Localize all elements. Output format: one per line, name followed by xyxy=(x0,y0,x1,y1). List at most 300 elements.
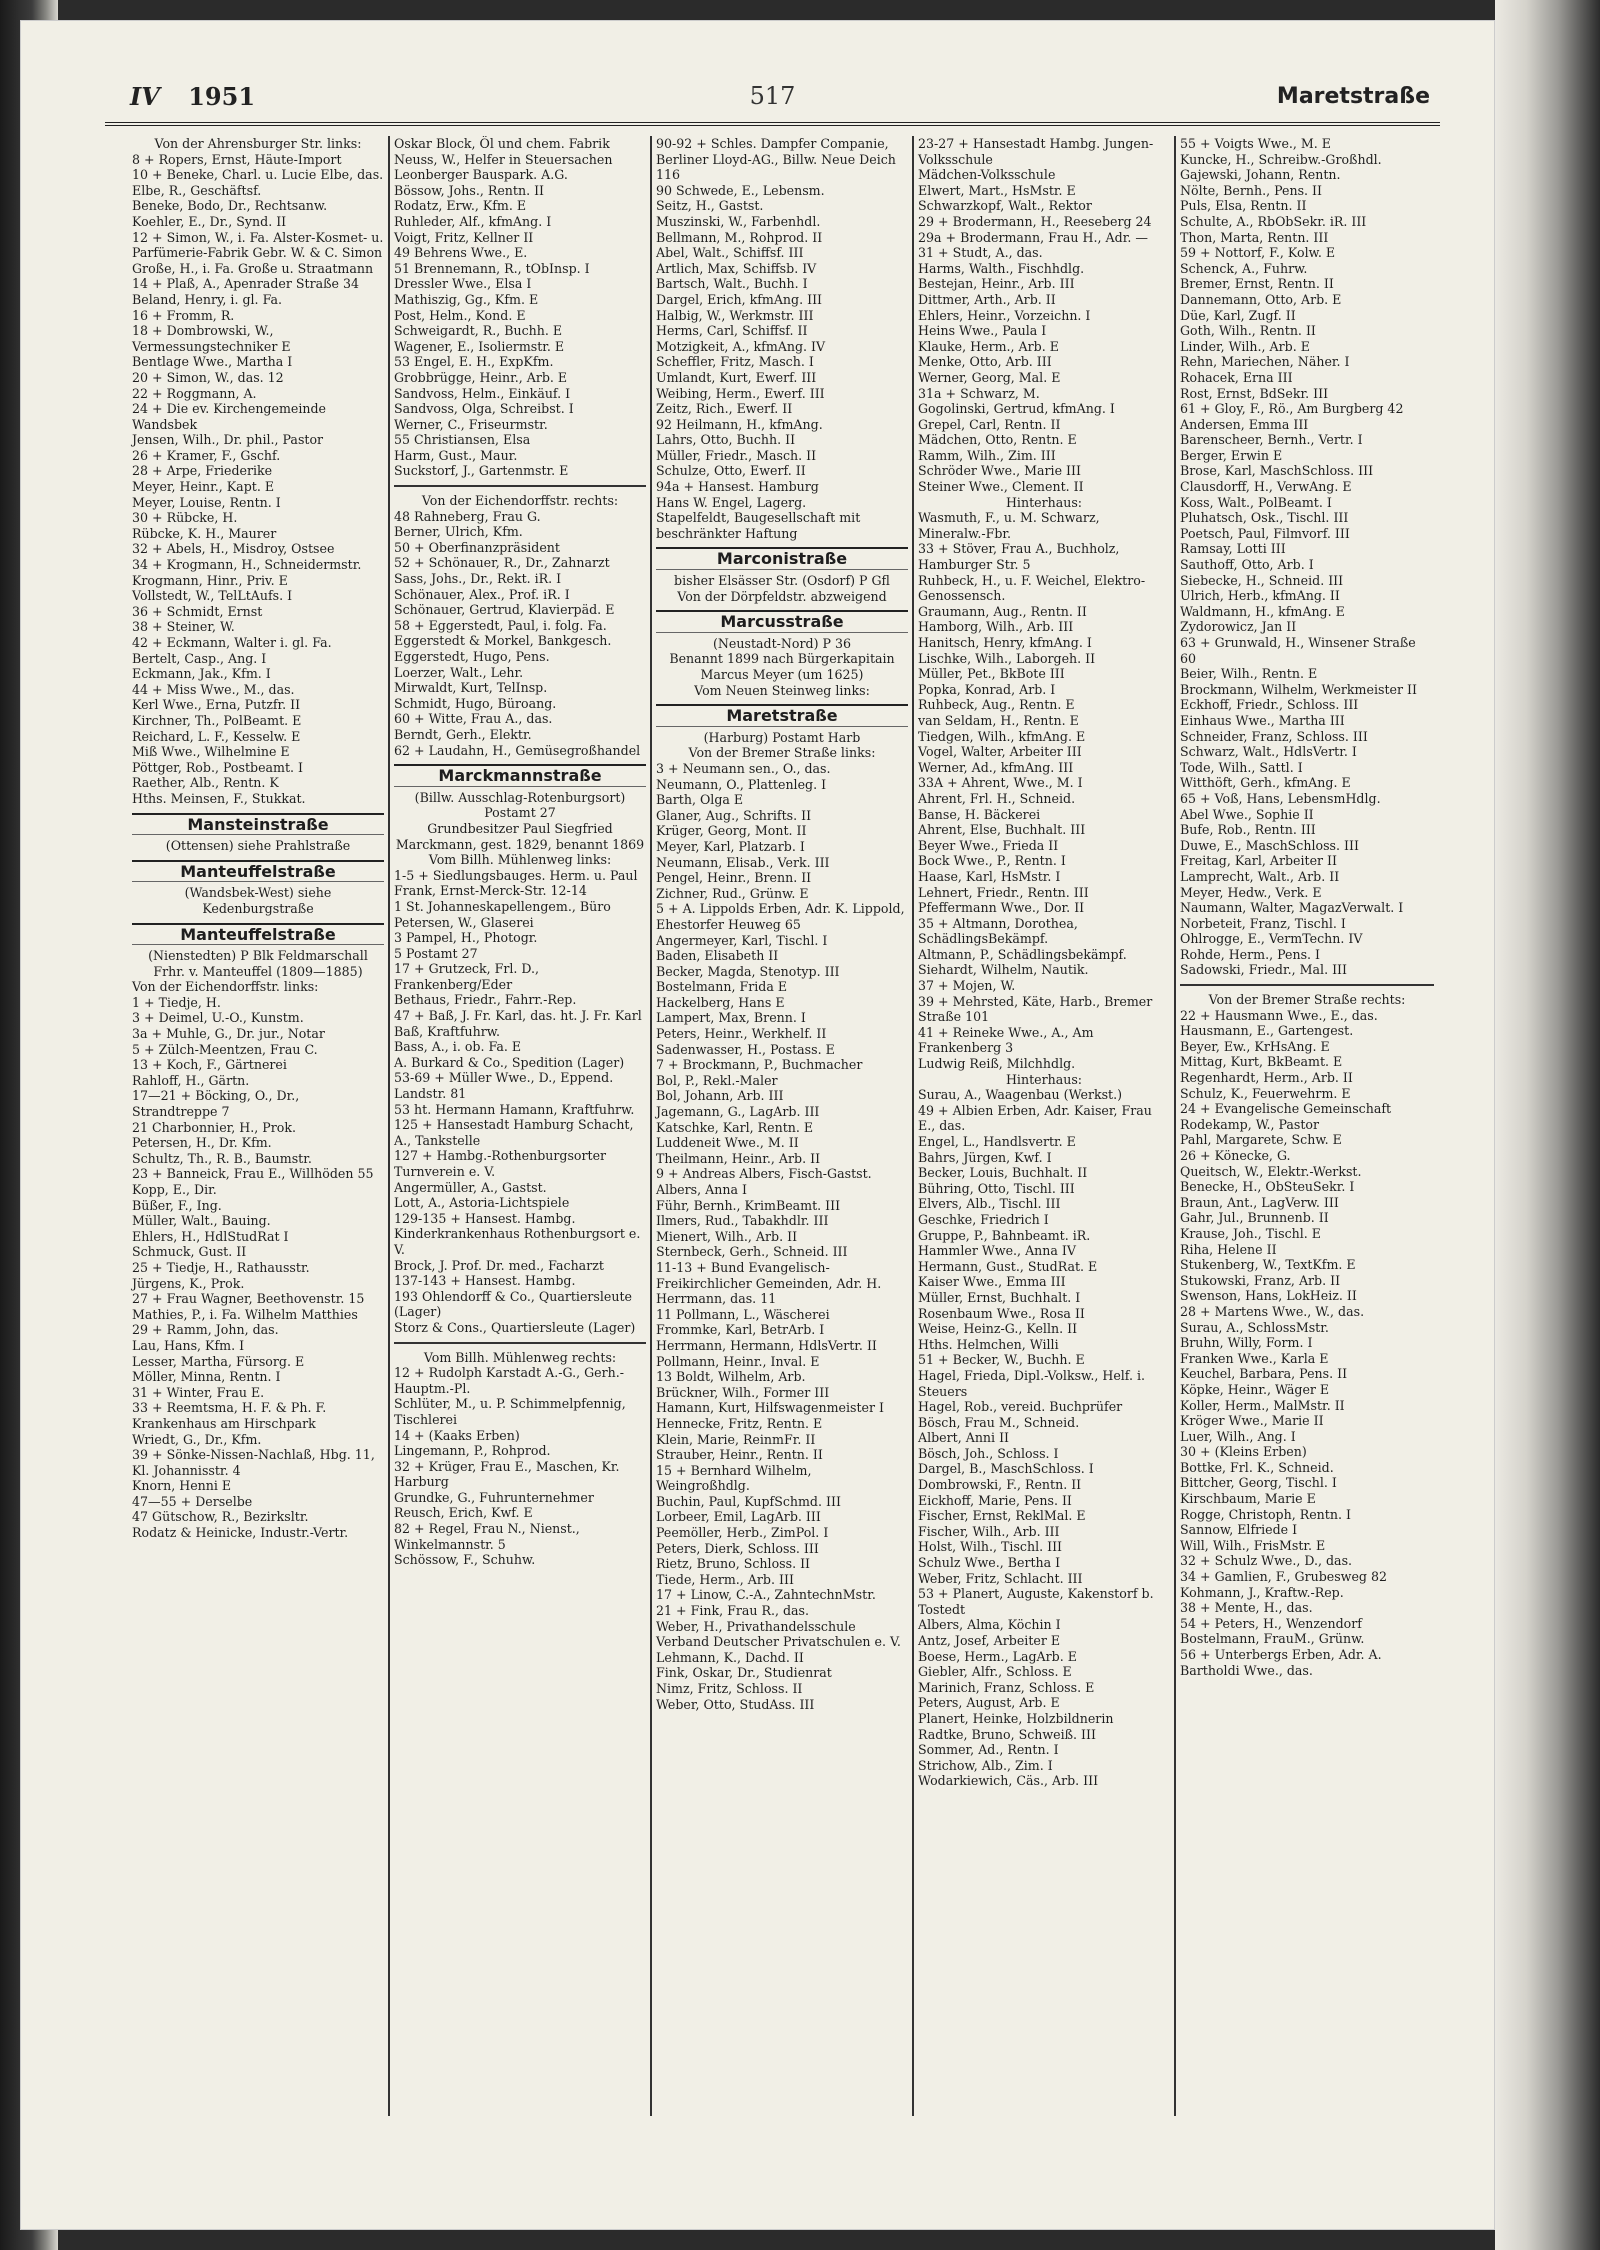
section-note: Vom Billh. Mühlenweg rechts: xyxy=(423,1349,617,1365)
directory-entry: Naumann, Walter, MagazVerwalt. I xyxy=(1180,900,1404,916)
directory-entry: 129-135 + Hansest. Hambg. Kinderkrankenhaus Rothenburgsort e. V. xyxy=(394,1210,641,1257)
section-note: Marcus Meyer (um 1625) xyxy=(700,667,864,682)
directory-entry: 61 + Gloy, F., Rö., Am Burgberg 42 xyxy=(1180,401,1404,417)
section-note: Grundbesitzer Paul Siegfried Marckmann, gest. 1829, benannt 1869 xyxy=(395,820,645,852)
directory-entry: 24 + Die ev. Kirchengemeinde Wandsbek xyxy=(132,401,326,432)
directory-entry: Keuchel, Barbara, Pens. II xyxy=(1180,1366,1348,1382)
directory-entry: 54 + Peters, H., Wenzendorf xyxy=(1180,1615,1362,1631)
directory-entry: 49 Behrens Wwe., E. xyxy=(394,245,528,261)
directory-entry: Petersen, W., Glaserei xyxy=(394,914,534,930)
directory-entry: Peemöller, Herb., ZimPol. I xyxy=(656,1525,829,1541)
directory-entry: Waldmann, H., kfmAng. E xyxy=(1180,603,1345,619)
directory-entry: Köpke, Heinr., Wäger E xyxy=(1180,1381,1330,1397)
directory-entry: Sternbeck, Gerh., Schneid. III xyxy=(656,1244,848,1260)
directory-entry: Bartsch, Walt., Buchh. I xyxy=(656,276,808,292)
directory-entry: Koller, Herm., MalMstr. II xyxy=(1180,1397,1345,1413)
section-note: (Ottensen) siehe Prahlstraße xyxy=(165,838,351,854)
directory-entry: Von der Eichendorffstr. links: xyxy=(132,979,319,995)
section-note: Von der Bremer Straße rechts: xyxy=(1208,992,1406,1008)
section-note: Benannt 1899 nach Bürgerkapitain xyxy=(669,651,895,667)
directory-entry: Mittag, Kurt, BkBeamt. E xyxy=(1180,1054,1343,1070)
directory-entry: Ruhleder, Alf., kfmAng. I xyxy=(394,213,552,229)
directory-entry: Bethaus, Friedr., Fahrr.-Rep. xyxy=(394,992,577,1008)
directory-entry: Weise, Heinz-G., Kelln. II xyxy=(918,1321,1078,1337)
directory-entry: Sadenwasser, H., Postass. E xyxy=(656,1041,835,1057)
directory-entry: Ilmers, Rud., Tabakhdlr. III xyxy=(656,1213,829,1229)
directory-entry: Ruhbeck, Aug., Rentn. E xyxy=(918,697,1075,713)
directory-entry: 37 + Mojen, W. xyxy=(918,978,1016,994)
directory-entry: 47—55 + Derselbe xyxy=(132,1493,253,1509)
directory-entry: Pfeffermann Wwe., Dor. II xyxy=(918,900,1085,916)
directory-entry: Angermeyer, Karl, Tischl. I xyxy=(656,932,828,948)
directory-entry: 193 Ohlendorff & Co., Quartiersleute (Lager) xyxy=(394,1288,632,1320)
directory-entry: 10 + Beneke, Charl. u. Lucie Elbe, das. xyxy=(132,167,384,183)
directory-entry: Bock Wwe., P., Rentn. I xyxy=(918,853,1066,869)
street-heading: Manteuffelstraße xyxy=(132,860,384,883)
directory-entry: Hths. Meinsen, F., Stukkat. xyxy=(132,790,306,806)
street-heading: Marcusstraße xyxy=(656,610,908,633)
directory-entry: Schlüter, M., u. P. Schimmelpfennig, Tischlerei xyxy=(394,1396,626,1427)
directory-entry: Eickhoff, Marie, Pens. II xyxy=(918,1492,1072,1508)
directory-entry: Kerl Wwe., Erna, Putzfr. II xyxy=(132,697,301,713)
directory-entry: Tode, Wilh., Sattl. I xyxy=(1180,759,1303,775)
column-1 xyxy=(128,136,390,2116)
directory-entry: Ramsay, Lotti III xyxy=(1180,541,1286,557)
directory-entry: 51 Brennemann, R., tObInsp. I xyxy=(394,260,590,276)
directory-entry: A. Burkard & Co., Spedition (Lager) xyxy=(394,1054,625,1070)
directory-entry: 5 Postamt 27 xyxy=(394,945,478,961)
section-note: Von der Eichendorffstr. rechts: xyxy=(421,493,619,509)
directory-entry: Rohde, Herm., Pens. I xyxy=(1180,946,1321,962)
section-note: (Wandsbek-West) siehe Kedenburgstraße xyxy=(184,885,332,916)
directory-entry: Beyer Wwe., Frieda II xyxy=(918,837,1059,853)
directory-entry: Schmuck, Gust. II xyxy=(132,1244,247,1260)
directory-entry: Becker, Louis, Buchhalt. II xyxy=(918,1165,1088,1181)
directory-entry: Elvers, Alb., Tischl. III xyxy=(918,1196,1061,1212)
directory-entry: Beyer, Ew., KrHsAng. E xyxy=(1180,1038,1330,1054)
directory-entry: Sandvoss, Olga, Schreibst. I xyxy=(394,401,574,417)
page-header xyxy=(105,82,1440,126)
directory-entry: Schönauer, Gertrud, Klavierpäd. E xyxy=(394,602,615,618)
directory-entry: Rehn, Mariechen, Näher. I xyxy=(1180,354,1350,370)
directory-entry: Loerzer, Walt., Lehr. xyxy=(394,664,524,680)
directory-entry: Frommke, Karl, BetrArb. I xyxy=(656,1322,825,1338)
directory-entry: Holst, Wilh., Tischl. III xyxy=(918,1539,1063,1555)
directory-entry: Fischer, Ernst, ReklMal. E xyxy=(918,1508,1086,1524)
directory-entry: 49 + Albien Erben, Adr. Kaiser, Frau E., das. xyxy=(918,1102,1152,1134)
directory-entry: Altmann, P., Schädlingsbekämpf. xyxy=(918,946,1127,962)
section-note: Hinterhaus: xyxy=(1005,494,1083,510)
directory-entry: 1 St. Johanneskapellengem., Büro xyxy=(394,898,611,914)
street-heading: Mansteinstraße xyxy=(132,813,384,836)
directory-entry: Schönauer, Alex., Prof. iR. I xyxy=(394,586,570,602)
directory-entry: Bittcher, Georg, Tischl. I xyxy=(1180,1475,1337,1491)
directory-entry: 65 + Voß, Hans, LebensmHdlg. xyxy=(1180,790,1381,806)
directory-entry: Hennecke, Fritz, Rentn. E xyxy=(656,1415,823,1431)
street-heading: Manteuffelstraße xyxy=(132,923,384,946)
directory-entry: Vollstedt, W., TelLtAufs. I xyxy=(132,588,293,604)
directory-entry: Benecke, H., ObSteuSekr. I xyxy=(1180,1179,1355,1195)
directory-entry: Werner, Georg, Mal. E xyxy=(918,369,1061,385)
directory-entry: Grobbrügge, Heinr., Arb. E xyxy=(394,369,568,385)
directory-entry: Mathies, P., i. Fa. Wilhelm Matthies xyxy=(132,1306,358,1322)
directory-entry: Rost, Ernst, BdSekr. III xyxy=(1180,385,1329,401)
directory-entry: 31 + Studt, A., das. xyxy=(918,245,1043,261)
directory-entry: Muszinski, W., Farbenhdl. xyxy=(656,213,821,229)
directory-entry: Lamprecht, Walt., Arb. II xyxy=(1180,868,1340,884)
directory-entry: Strichow, Alb., Zim. I xyxy=(918,1757,1053,1773)
directory-entry: 47 + Baß, J. Fr. Karl, das. ht. J. Fr. Karl Baß, Kraftfuhrw. xyxy=(394,1008,642,1039)
directory-entry: Siebecke, H., Schneid. III xyxy=(1180,572,1344,588)
directory-entry: Lischke, Wilh., Laborgeh. II xyxy=(918,650,1096,666)
directory-entry: Beland, Henry, i. gl. Fa. xyxy=(132,291,282,307)
directory-entry: Schwarz, Walt., HdlsVertr. I xyxy=(1180,744,1357,760)
directory-entry: Lehnert, Friedr., Rentn. III xyxy=(918,884,1089,900)
directory-entry: Dargel, B., MaschSchloss. I xyxy=(918,1461,1094,1477)
column-3 xyxy=(652,136,914,2116)
directory-entry: Bass, A., i. ob. Fa. E xyxy=(394,1039,522,1055)
directory-entry: 26 + Könecke, G. xyxy=(1180,1148,1291,1163)
directory-entry: Eckhoff, Friedr., Schloss. III xyxy=(1180,697,1359,713)
directory-entry: 24 + Evangelische Gemeinschaft xyxy=(1180,1101,1392,1117)
directory-entry: Jagemann, G., LagArb. III xyxy=(656,1104,820,1120)
directory-entry: Bufe, Rob., Rentn. III xyxy=(1180,822,1316,838)
directory-entry: Leonberger Bauspark. A.G. xyxy=(394,167,568,183)
directory-entry: Müller, Pet., BkBote III xyxy=(918,666,1065,682)
directory-entry: Hackelberg, Hans E xyxy=(656,994,785,1010)
directory-entry: Hans W. Engel, Lagerg. xyxy=(656,494,807,510)
directory-entry: Ramm, Wilh., Zim. III xyxy=(918,447,1056,463)
directory-entry: Beneke, Bodo, Dr., Rechtsanw. xyxy=(132,198,328,214)
volume-number: IV xyxy=(130,82,160,111)
directory-entry: Luer, Wilh., Ang. I xyxy=(1180,1428,1296,1444)
directory-entry: Strauber, Heinr., Rentn. II xyxy=(656,1447,823,1463)
street-heading: Marckmannstraße xyxy=(394,764,646,787)
page-edge xyxy=(1495,0,1600,2250)
directory-entry: Berger, Erwin E xyxy=(1180,447,1283,463)
directory-entry: Lingemann, P., Rohprod. xyxy=(394,1443,551,1459)
directory-entry: 63 + Grunwald, H., Winsener Straße 60 xyxy=(1180,635,1416,666)
directory-entry: Büßer, F., Ing. xyxy=(132,1197,222,1213)
directory-entry: Dombrowski, F., Rentn. II xyxy=(918,1477,1082,1493)
section-divider xyxy=(1180,984,1434,986)
directory-entry: Planert, Heinke, Holzbildnerin xyxy=(918,1710,1114,1726)
directory-entry: 13 Boldt, Wilhelm, Arb. xyxy=(656,1369,806,1385)
directory-entry: Schneider, Franz, Schloss. III xyxy=(1180,728,1368,744)
directory-entry: Kohmann, J., Kraftw.-Rep. xyxy=(1180,1584,1344,1600)
directory-entry: 29 + Brodermann, H., Reeseberg 24 xyxy=(918,213,1152,229)
directory-entry: Grepel, Carl, Rentn. II xyxy=(918,416,1061,432)
directory-entry: 39 + Mehrsted, Käte, Harb., Bremer Straße 101 xyxy=(918,993,1153,1025)
directory-entry: Nölte, Bernh., Pens. II xyxy=(1180,182,1322,198)
directory-entry: Schultz, Th., R. B., Baumstr. xyxy=(132,1150,312,1166)
directory-entry: Sauthoff, Otto, Arb. I xyxy=(1180,557,1314,573)
directory-entry: Miß Wwe., Wilhelmine E xyxy=(132,744,290,760)
section-note: (Neustadt-Nord) P 36 xyxy=(712,635,851,651)
directory-entry: 53 ht. Hermann Hamann, Kraftfuhrw. xyxy=(394,1101,635,1117)
directory-entry: Kuncke, H., Schreibw.-Großhdl. xyxy=(1180,151,1382,167)
section-note: Vom Billh. Mühlenweg links: xyxy=(428,852,612,868)
directory-entry: Wodarkiewich, Cäs., Arb. III xyxy=(918,1773,1099,1789)
directory-entry: Kaiser Wwe., Emma III xyxy=(918,1274,1066,1290)
directory-entry: Antz, Josef, Arbeiter E xyxy=(918,1633,1061,1648)
directory-entry: Eggerstedt & Morkel, Bankgesch. xyxy=(394,633,612,649)
directory-entry: Berndt, Gerh., Elektr. xyxy=(394,726,532,742)
section-note: (Billw. Ausschlag-Rotenburgsort) Postamt 27 xyxy=(414,789,626,821)
directory-entry: 17—21 + Böcking, O., Dr., Strandtreppe 7 xyxy=(132,1088,300,1120)
directory-entry: Puls, Elsa, Rentn. II xyxy=(1180,198,1307,214)
street-heading: Marconistraße xyxy=(656,547,908,570)
directory-entry: Ehlers, H., HdlStudRat I xyxy=(132,1228,289,1244)
directory-entry: Koehler, E., Dr., Synd. II xyxy=(132,213,287,229)
directory-entry: 38 + Mente, H., das. xyxy=(1180,1600,1313,1616)
directory-entry: Bellmann, M., Rohprod. II xyxy=(656,229,823,245)
directory-entry: Sass, Johs., Dr., Rekt. iR. I xyxy=(394,571,562,587)
section-note: Von der Ahrensburger Str. links: xyxy=(154,136,362,151)
directory-entry: 3 + Deimel, U.-O., Kunstm. xyxy=(132,1010,304,1026)
directory-entry: 60 + Witte, Frau A., das. xyxy=(394,711,553,727)
directory-entry: Bentlage Wwe., Martha I xyxy=(132,354,293,370)
directory-entry: Verband Deutscher Privatschulen e. V. xyxy=(656,1634,901,1650)
directory-entry: Barenscheer, Bernh., Vertr. I xyxy=(1180,432,1363,448)
directory-entry: 7 + Brockmann, P., Buchmacher xyxy=(656,1057,863,1073)
directory-entry: 30 + (Kleins Erben) xyxy=(1180,1444,1307,1460)
directory-entry: Eggerstedt, Hugo, Pens. xyxy=(394,649,550,664)
directory-entry: 29a + Brodermann, Frau H., Adr. — xyxy=(918,229,1148,245)
directory-entry: Bostelmann, Frida E xyxy=(656,979,788,995)
directory-entry: 90-92 + Schles. Dampfer Companie, Berliner Lloyd-AG., Billw. Neue Deich 116 xyxy=(656,136,896,183)
directory-entry: Elbe, R., Geschäftsf. xyxy=(132,182,262,198)
directory-entry: Weber, Fritz, Schlacht. III xyxy=(918,1570,1083,1586)
directory-entry: Eckmann, Jak., Kfm. I xyxy=(132,666,271,682)
directory-entry: Abel, Walt., Schiffsf. III xyxy=(656,245,804,261)
directory-entry: Schulz, K., Feuerwehrm. E xyxy=(1180,1085,1351,1101)
directory-entry: 82 + Regel, Frau N., Nienst., Winkelmannstr. 5 xyxy=(394,1521,580,1552)
directory-entry: Stukowski, Franz, Arb. II xyxy=(1180,1272,1341,1288)
directory-entry: Rahloff, H., Gärtn. xyxy=(132,1072,250,1088)
directory-entry: 15 + Bernhard Wilhelm, Weingroßhdlg. xyxy=(656,1462,812,1494)
directory-entry: 26 + Kramer, F., Gschf. xyxy=(132,447,281,463)
directory-entry: Buchin, Paul, KupfSchmd. III xyxy=(656,1493,841,1509)
directory-entry: Suckstorf, J., Gartenmstr. E xyxy=(394,463,569,479)
directory-entry: 13 + Koch, F., Gärtnerei xyxy=(132,1057,287,1073)
directory-entry: Voigt, Fritz, Kellner II xyxy=(394,229,534,245)
directory-entry: Hermann, Gust., StudRat. E xyxy=(918,1258,1098,1274)
directory-entry: Kröger Wwe., Marie II xyxy=(1180,1413,1324,1429)
directory-entry: 20 + Simon, W., das. 12 xyxy=(132,369,284,385)
directory-entry: Gruppe, P., Bahnbeamt. iR. xyxy=(918,1227,1091,1243)
directory-entry: Popka, Konrad, Arb. I xyxy=(918,681,1056,697)
directory-entry: Vogel, Walter, Arbeiter III xyxy=(918,744,1082,760)
directory-entry: 92 Heilmann, H., kfmAng. xyxy=(656,416,823,432)
directory-entry: Dittmer, Arth., Arb. II xyxy=(918,291,1056,307)
directory-entry: Storz & Cons., Quartiersleute (Lager) xyxy=(394,1319,636,1335)
directory-entry: Freitag, Karl, Arbeiter II xyxy=(1180,853,1337,869)
directory-entry: Hths. Helmchen, Willi xyxy=(918,1336,1059,1352)
directory-entry: 53-69 + Müller Wwe., D., Eppend. Landstr. 81 xyxy=(394,1070,614,1102)
directory-entry: Mienert, Wilh., Arb. II xyxy=(656,1228,798,1244)
directory-entry: Bol, Johann, Arb. III xyxy=(656,1088,784,1104)
directory-entry: Stapelfeldt, Baugesellschaft mit beschränkter Haftung xyxy=(656,510,861,541)
directory-entry: Lampert, Max, Brenn. I xyxy=(656,1010,806,1026)
directory-entry: Lesser, Martha, Fürsorg. E xyxy=(132,1353,305,1369)
directory-entry: 32 + Krüger, Frau E., Maschen, Kr. Harburg xyxy=(394,1458,620,1490)
directory-entry: Barth, Olga E xyxy=(656,792,744,808)
directory-entry: Giebler, Alfr., Schloss. E xyxy=(918,1664,1072,1680)
directory-entry: 5 + Zülch-Meentzen, Frau C. xyxy=(132,1041,318,1057)
directory-entry: Raether, Alb., Rentn. K xyxy=(132,775,279,791)
directory-entry: Schweigardt, R., Buchh. E xyxy=(394,323,563,339)
directory-entry: Weber, H., Privathandelsschule xyxy=(656,1618,856,1634)
directory-entry: Lahrs, Otto, Buchh. II xyxy=(656,432,796,448)
directory-entry: Motzigkeit, A., kfmAng. IV xyxy=(656,338,826,354)
directory-entry: Rodatz, Erw., Kfm. E xyxy=(394,198,527,214)
directory-entry: Radtke, Bruno, Schweiß. III xyxy=(918,1726,1096,1742)
directory-entry: Pöttger, Rob., Postbeamt. I xyxy=(132,759,304,775)
directory-entry: Schwarzkopf, Walt., Rektor xyxy=(918,198,1092,214)
directory-entry: Herms, Carl, Schiffsf. II xyxy=(656,323,808,339)
directory-entry: Ehlers, Heinr., Vorzeichn. I xyxy=(918,307,1091,323)
directory-entry: Mathiszig, Gg., Kfm. E xyxy=(394,291,539,307)
running-street-title: Maretstraße xyxy=(1276,84,1430,109)
directory-entry: Schössow, F., Schuhw. xyxy=(394,1552,536,1568)
directory-entry: Schenck, A., Fuhrw. xyxy=(1180,260,1308,276)
directory-entry: Zichner, Rud., Grünw. E xyxy=(656,885,809,901)
directory-entry: Werner, Ad., kfmAng. III xyxy=(918,759,1074,775)
directory-entry: Peters, August, Arb. E xyxy=(918,1695,1060,1711)
directory-entry: Bostelmann, FrauM., Grünw. xyxy=(1180,1631,1365,1647)
directory-entry: 35 + Altmann, Dorothea, SchädlingsBekämpf. xyxy=(918,915,1078,947)
directory-entry: 55 Christiansen, Elsa xyxy=(394,432,531,448)
directory-entry: Einhaus Wwe., Martha III xyxy=(1180,712,1345,728)
directory-entry: Hamborg, Wilh., Arb. III xyxy=(918,619,1074,635)
directory-entry: Linder, Wilh., Arb. E xyxy=(1180,338,1310,354)
directory-entry: 5 + A. Lippolds Erben, Adr. K. Lippold, Ehestorfer Heuweg 65 xyxy=(656,901,905,932)
directory-entry: Bol, P., Rekl.-Maler xyxy=(656,1072,778,1088)
directory-entry: 18 + Dombrowski, W., Vermessungstechniker E xyxy=(132,323,291,354)
directory-entry: Graumann, Aug., Rentn. II xyxy=(918,603,1087,619)
directory-entry: Engel, L., Handlsvertr. E xyxy=(918,1134,1076,1149)
directory-entry: 1 + Tiedje, H. xyxy=(132,994,221,1010)
directory-entry: Glaner, Aug., Schrifts. II xyxy=(656,807,812,823)
section-divider xyxy=(394,1342,646,1344)
directory-entry: 8 + Ropers, Ernst, Häute-Import xyxy=(132,151,342,167)
directory-entry: Mädchen, Otto, Rentn. E xyxy=(918,432,1077,448)
section-note: (Harburg) Postamt Harb xyxy=(703,729,861,745)
street-heading: Maretstraße xyxy=(656,704,908,727)
directory-entry: Koss, Walt., PolBeamt. I xyxy=(1180,494,1332,510)
directory-entry: Meyer, Louise, Rentn. I xyxy=(132,494,281,510)
directory-entry: Geschke, Friedrich I xyxy=(918,1211,1049,1227)
section-note: Von der Dörpfeldstr. abzweigend xyxy=(677,588,887,604)
directory-entry: Tiede, Herm., Arb. III xyxy=(656,1571,794,1587)
directory-entry: 55 + Voigts Wwe., M. E xyxy=(1180,136,1332,151)
directory-entry: Albers, Anna I xyxy=(656,1182,747,1197)
directory-entry: Ahrent, Else, Buchhalt. III xyxy=(918,822,1086,838)
directory-entry: 42 + Eckmann, Walter i. gl. Fa. xyxy=(132,635,332,650)
directory-entry: Ohlrogge, E., VermTechn. IV xyxy=(1180,931,1363,947)
directory-entry: 28 + Martens Wwe., W., das. xyxy=(1180,1303,1365,1319)
directory-entry: 51 + Becker, W., Buchh. E xyxy=(918,1352,1085,1368)
directory-entry: Swenson, Hans, LokHeiz. II xyxy=(1180,1288,1357,1304)
directory-entry: 52 + Schönauer, R., Dr., Zahnarzt xyxy=(394,555,610,571)
directory-entry: Theilmann, Heinr., Arb. II xyxy=(656,1150,821,1166)
directory-entry: Mirwaldt, Kurt, TelInsp. xyxy=(394,680,548,696)
directory-entry: 21 + Fink, Frau R., das. xyxy=(656,1603,810,1619)
directory-entry: Gogolinski, Gertrud, kfmAng. I xyxy=(918,401,1115,417)
directory-entry: Albers, Alma, Köchin I xyxy=(918,1617,1061,1633)
directory-entry: Franken Wwe., Karla E xyxy=(1180,1350,1329,1366)
directory-entry: Große, H., i. Fa. Große u. Straatmann xyxy=(132,260,374,276)
directory-entry: Ruhbeck, H., u. F. Weichel, Elektro-Genossensch. xyxy=(918,572,1146,604)
directory-entry: 58 + Eggerstedt, Paul, i. folg. Fa. xyxy=(394,617,607,633)
directory-entry: Ludwig Reiß, Milchhdlg. xyxy=(918,1056,1076,1072)
directory-entry: Post, Helm., Kond. E xyxy=(394,307,526,323)
directory-entry: 9 + Andreas Albers, Fisch-Gastst. xyxy=(656,1166,872,1182)
directory-entry: Möller, Minna, Rentn. I xyxy=(132,1369,281,1385)
directory-entry: Jensen, Wilh., Dr. phil., Pastor xyxy=(132,432,324,448)
directory-entry: Albert, Anni II xyxy=(918,1430,1010,1446)
directory-entry: Banse, H. Bäckerei xyxy=(918,806,1041,822)
directory-entry: Bössow, Johs., Rentn. II xyxy=(394,182,545,198)
directory-entry: Nimz, Fritz, Schloss. II xyxy=(656,1681,803,1696)
directory-entry: 53 + Planert, Auguste, Kakenstorf b. Tostedt xyxy=(918,1586,1154,1617)
directory-entry: Hagel, Rob., vereid. Buchprüfer xyxy=(918,1399,1123,1415)
directory-entry: Poetsch, Paul, Filmvorf. III xyxy=(1180,525,1350,541)
directory-entry: 22 + Hausmann Wwe., E., das. xyxy=(1180,1007,1378,1023)
directory-entry: Surau, A., SchlossMstr. xyxy=(1180,1319,1329,1335)
directory-entry: Schröder Wwe., Marie III xyxy=(918,463,1081,479)
directory-entry: Becker, Magda, Stenotyp. III xyxy=(656,963,840,979)
directory-entry: Neumann, O., Plattenleg. I xyxy=(656,776,827,792)
directory-entry: Sadowski, Friedr., Mal. III xyxy=(1180,962,1347,978)
directory-entry: Abel Wwe., Sophie II xyxy=(1180,806,1314,822)
directory-entry: 17 + Grutzeck, Frl. D., Frankenberg/Eder xyxy=(394,961,540,992)
directory-entry: Witthöft, Gerh., kfmAng. E xyxy=(1180,775,1351,791)
directory-entry: Müller, Ernst, Buchhalt. I xyxy=(918,1289,1081,1305)
directory-entry: Lorbeer, Emil, LagArb. III xyxy=(656,1509,821,1525)
directory-entry: Stukenberg, W., TextKfm. E xyxy=(1180,1257,1356,1273)
section-note: Vom Neuen Steinweg links: xyxy=(694,682,870,698)
directory-entry: Zydorowicz, Jan II xyxy=(1180,619,1297,635)
directory-entry: Andersen, Emma III xyxy=(1180,416,1309,432)
directory-entry: Pluhatsch, Osk., Tischl. III xyxy=(1180,510,1349,526)
directory-entry: Fink, Oskar, Dr., Studienrat xyxy=(656,1665,832,1681)
directory-entry: Zeitz, Rich., Ewerf. II xyxy=(656,401,793,417)
directory-columns xyxy=(128,136,1438,2116)
directory-entry: Mädchen-Volksschule xyxy=(918,167,1056,183)
directory-entry: 34 + Krogmann, H., Schneidermstr. xyxy=(132,557,362,573)
directory-entry: 29 + Ramm, John, das. xyxy=(132,1322,279,1338)
directory-entry: Neumann, Elisab., Verk. III xyxy=(656,854,830,870)
directory-entry: 21 Charbonnier, H., Prok. xyxy=(132,1119,296,1135)
directory-entry: Steiner Wwe., Clement. II xyxy=(918,479,1084,495)
directory-entry: Bösch, Frau M., Schneid. xyxy=(918,1414,1080,1430)
directory-entry: Peters, Heinr., Werkhelf. II xyxy=(656,1026,827,1042)
directory-entry: Meyer, Heinr., Kapt. E xyxy=(132,479,275,495)
directory-entry: 36 + Schmidt, Ernst xyxy=(132,603,263,619)
directory-entry: Braun, Ant., LagVerw. III xyxy=(1180,1194,1339,1210)
directory-entry: 22 + Roggmann, A. xyxy=(132,385,257,401)
directory-entry: Wriedt, G., Dr., Kfm. xyxy=(132,1431,262,1447)
directory-entry: Werner, C., Friseurmstr. xyxy=(394,416,548,432)
section-divider xyxy=(394,485,646,487)
directory-entry: Seitz, H., Gastst. xyxy=(656,198,764,214)
directory-entry: Beier, Wilh., Rentn. E xyxy=(1180,666,1318,682)
directory-entry: 3 Pampel, H., Photogr. xyxy=(394,930,538,946)
directory-entry: 11 Pollmann, L., Wäscherei xyxy=(656,1306,830,1322)
section-note: Von der Bremer Straße links: xyxy=(688,745,876,761)
